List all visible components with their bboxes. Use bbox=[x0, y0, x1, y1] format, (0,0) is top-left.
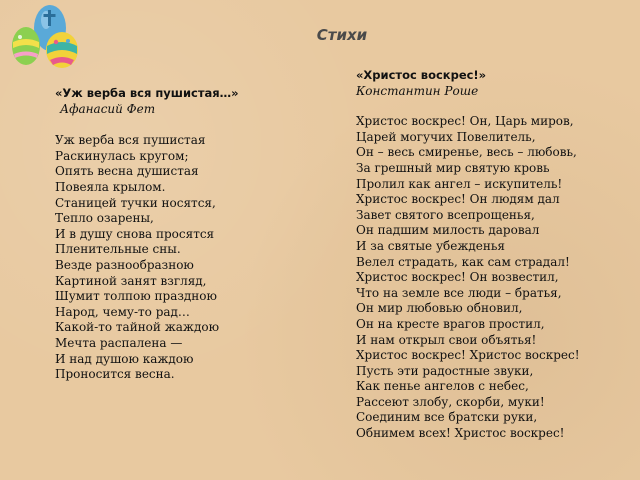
poem-line: Христос воскрес! Он возвестил, bbox=[356, 270, 559, 285]
poem-title: «Уж верба вся пушистая…» bbox=[55, 86, 239, 100]
poem-lines bbox=[55, 133, 325, 383]
poem-line: И в душу снова просятся bbox=[55, 226, 215, 241]
poem-author: Афанасий Фет bbox=[60, 101, 156, 116]
poem-title: «Христос воскрес!» bbox=[356, 68, 487, 82]
poem-author: Константин Роше bbox=[356, 83, 479, 98]
poem-fet bbox=[55, 86, 325, 383]
poem-roshe bbox=[356, 68, 636, 442]
poem-line: Завет святого всепрощенья, bbox=[356, 207, 535, 222]
poem-line: И за святые убежденья bbox=[356, 238, 505, 253]
poem-line: Он – весь смиренье, весь – любовь, bbox=[356, 145, 577, 160]
poem-line: Как пенье ангелов с небес, bbox=[356, 379, 529, 394]
poem-line: Везде разнообразною bbox=[55, 257, 194, 272]
poem-line: Велел страдать, как сам страдал! bbox=[356, 254, 570, 269]
poem-line: Он на кресте врагов простил, bbox=[356, 316, 545, 331]
poem-line: Он мир любовью обновил, bbox=[356, 301, 523, 316]
poem-line: Христос воскрес! Он людям дал bbox=[356, 192, 560, 207]
poem-line: Какой-то тайной жаждою bbox=[55, 320, 220, 335]
poem-line: Мечта распалена — bbox=[55, 335, 183, 350]
poem-line: Царей могучих Повелитель, bbox=[356, 129, 536, 144]
poem-lines bbox=[356, 114, 636, 441]
poem-line: Опять весна душистая bbox=[55, 164, 199, 179]
poem-line: Что на земле все люди – братья, bbox=[356, 285, 562, 300]
poem-line: Пусть эти радостные звуки, bbox=[356, 363, 534, 378]
poem-line: Христос воскрес! Христос воскрес! bbox=[356, 348, 580, 363]
poem-line: Картиной занят взгляд, bbox=[55, 273, 207, 288]
poem-line: За грешный мир святую кровь bbox=[356, 160, 550, 175]
poem-line: И нам открыл свои объятья! bbox=[356, 332, 537, 347]
poem-line: Пролил как ангел – искупитель! bbox=[356, 176, 563, 191]
poem-line: Народ, чему-то рад… bbox=[55, 304, 190, 319]
poem-line: Христос воскрес! Он, Царь миров, bbox=[356, 114, 574, 129]
poem-line: Повеяла крылом. bbox=[55, 179, 166, 194]
poem-line: Рассеют злобу, скорби, муки! bbox=[356, 394, 545, 409]
poem-line: Обнимем всех! Христос воскрес! bbox=[356, 426, 565, 441]
poem-line: Тепло озарены, bbox=[55, 211, 154, 226]
poem-line: Шумит толпою праздною bbox=[55, 289, 217, 304]
poem-line: Проносится весна. bbox=[55, 367, 175, 382]
poem-line: Соединим все братски руки, bbox=[356, 410, 538, 425]
page-title: Стихи bbox=[316, 26, 368, 44]
poem-line: Станицей тучки носятся, bbox=[55, 195, 216, 210]
poem-line: Уж верба вся пушистая bbox=[55, 133, 206, 148]
poem-line: Он падшим милость даровал bbox=[356, 223, 540, 238]
poem-line: И над душою каждою bbox=[55, 351, 194, 366]
poem-line: Пленительные сны. bbox=[55, 242, 181, 257]
poem-line: Раскинулась кругом; bbox=[55, 148, 189, 163]
